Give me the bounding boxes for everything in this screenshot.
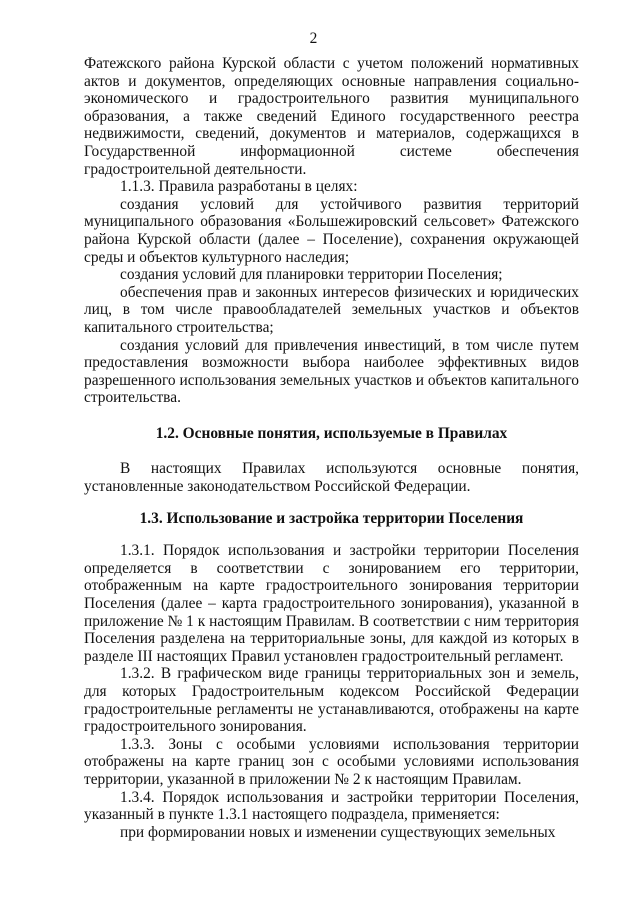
paragraph-1-3-4: 1.3.4. Порядок использования и застройки территории Поселения, указанный в пункте 1.3.1 настоящего подраздела, применяется:: [84, 788, 579, 824]
paragraph-basic-concepts: В настоящих Правилах используются основные понятия, установленные законодательством Российской Федерации.: [84, 460, 579, 496]
section-heading-1-2: 1.2. Основные понятия, используемые в Правилах: [155, 424, 508, 442]
paragraph-1-3-2: 1.3.2. В графическом виде границы территориальных зон и земель, для которых Градостроительным кодексом Российской Федерации градостроительные регламенты не устанавливаются, отображены на карте градостроительного зонирования.: [84, 665, 579, 736]
paragraph-land-formation: при формировании новых и изменении существующих земельных: [120, 823, 556, 841]
paragraph-goal-investments: создания условий для привлечения инвестиций, в том числе путем предоставления возможности выбора наиболее эффективных видов разрешенного использования земельных участков и объектов капитального строительства.: [84, 336, 579, 407]
paragraph-intro-continuation: Фатежского района Курской области с учетом положений нормативных актов и документов, определяющих основные направления социально-экономического и градостроительного развития муниципального образования, а также сведений Единого государственного реестра недвижимости, сведений, документов и материалов, содержащихся в Государственной информационной системе обеспечения градостроительной деятельности.: [84, 55, 579, 178]
section-heading-1-3: 1.3. Использование и застройка территории Поселения: [139, 509, 524, 527]
paragraph-1-3-1: 1.3.1. Порядок использования и застройки территории Поселения определяется в соответствии с зонированием его территории, отображенным на карте градостроительного зонирования территории Поселения (далее – карта градостроительного зонирования), указанной в приложение № 1 к настоящим Правилам. В соответствии с ним территория Поселения разделена на территориальные зоны, для каждой из которых в разделе III настоящих Правил установлен градостроительный регламент.: [84, 542, 579, 665]
paragraph-goal-planning: создания условий для планировки территории Поселения;: [120, 266, 503, 284]
page-number: 2: [309, 30, 318, 47]
document-body: [84, 55, 579, 841]
paragraph-1-3-3: 1.3.3. Зоны с особыми условиями использования территории отображены на карте границ зон с особыми условиями использования территории, указанной в приложении № 2 к настоящим Правилам.: [84, 735, 579, 788]
paragraph-1-1-3: 1.1.3. Правила разработаны в целях:: [120, 178, 358, 196]
paragraph-goal-rights: обеспечения прав и законных интересов физических и юридических лиц, в том числе правообладателей земельных участков и объектов капитального строительства;: [84, 283, 579, 336]
paragraph-goal-sustainable-development: создания условий для устойчивого развития территорий муниципального образования «Большежировский сельсовет» Фатежского района Курской области (далее – Поселение), сохранения окружающей среды и объектов культурного наследия;: [84, 195, 579, 266]
